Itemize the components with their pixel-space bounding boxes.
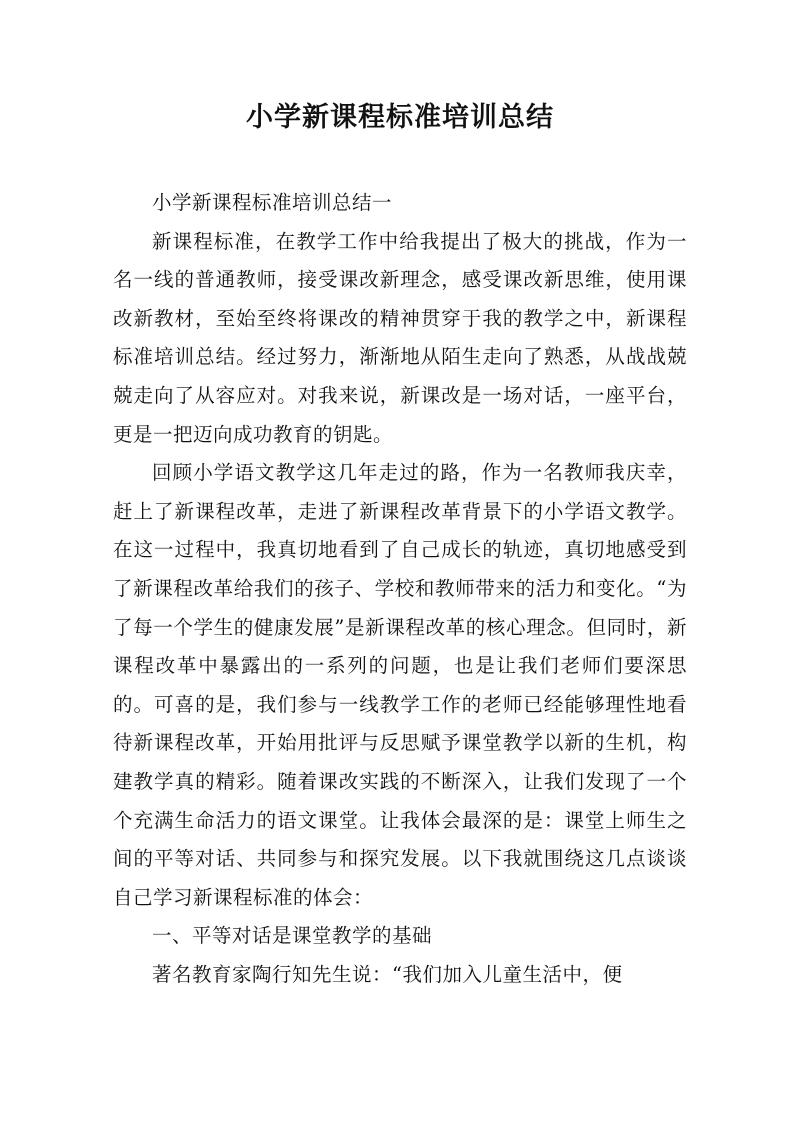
section-heading: 一、平等对话是课堂教学的基础 (152, 924, 433, 948)
paragraph: 回顾小学语文教学这几年走过的路，作为一名教师我庆幸，赶上了新课程改革，走进了新课程改革背景下的小学语文教学。在这一过程中，我真切地看到了自己成长的轨迹，真切地感受到了新课程改革给我们的孩子、学校和教师带来的活力和变化。“为了每一个学生的健康发展”是新课程改革的核心理念。但同时，新课程改革中暴露出的一系列的问题，也是让我们老师们要深思的。可喜的是，我们参与一线教学工作的老师已经能够理性地看待新课程改革，开始用批评与反思赋予课堂教学以新的生机，构建教学真的精彩。随着课改实践的不断深入，让我们发现了一个个充满生命活力的语文课堂。让我体会最深的是：课堂上师生之间的平等对话、共同参与和探究发展。以下我就围绕这几点谈谈自己学习新课程标准的体会： (113, 461, 687, 909)
paragraph: 著名教育家陶行知先生说：“我们加入儿童生活中，便 (152, 962, 623, 986)
document-title: 小学新课程标准培训总结 (246, 102, 554, 133)
paragraph-subtitle: 小学新课程标准培训总结一 (152, 191, 393, 214)
paragraph: 新课程标准，在教学工作中给我提出了极大的挑战，作为一名一线的普通教师，接受课改新理念，感受课改新思维，使用课改新教材，至始至终将课改的精神贯穿于我的教学之中，新课程标准培训总结。经过努力，渐渐地从陌生走向了熟悉，从战战兢兢走向了从容应对。对我来说，新课改是一场对话，一座平台，更是一把迈向成功教育的钥匙。 (113, 229, 687, 446)
document-body (113, 184, 687, 994)
